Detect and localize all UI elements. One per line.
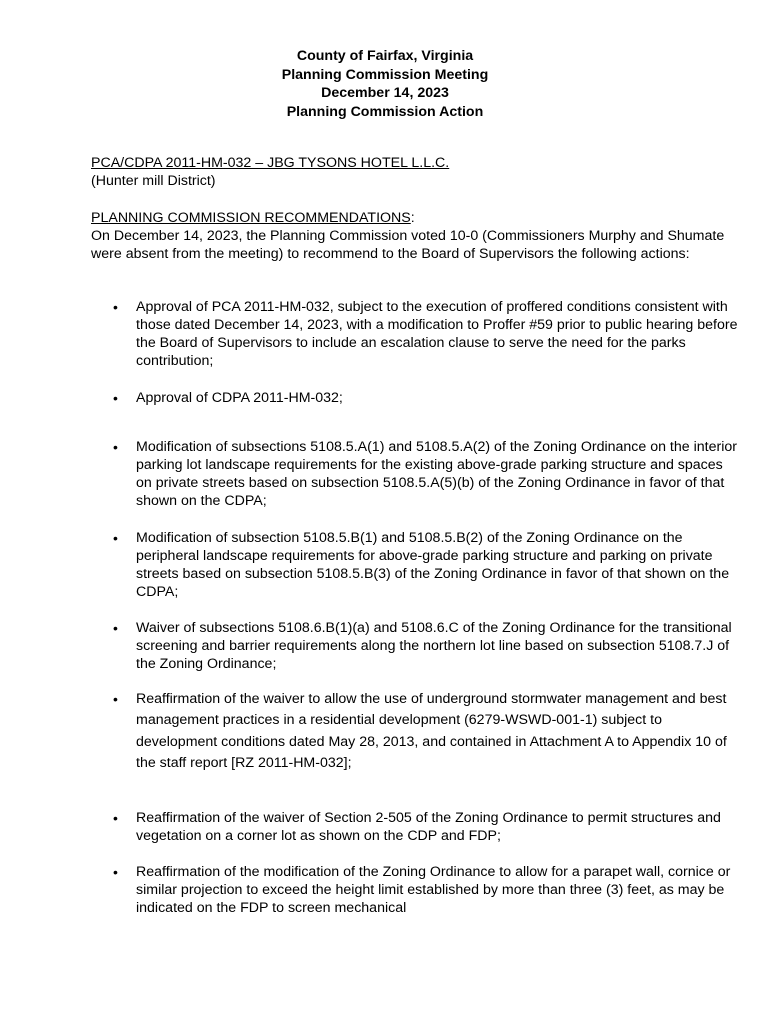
- action-text: Reaffirmation of the waiver of Section 2-505 of the Zoning Ordinance to permit structures and vegetation on a corner lot as shown on the CDP and FDP;: [136, 810, 721, 844]
- recommendations-block: [91, 209, 741, 263]
- case-title: PCA/CDPA 2011-HM-032 – JBG TYSONS HOTEL L.L.C.: [91, 155, 450, 171]
- bullet-icon: •: [113, 530, 118, 546]
- header-county: County of Fairfax, Virginia: [296, 48, 474, 64]
- recommendations-heading: PLANNING COMMISSION RECOMMENDATIONS: [91, 210, 411, 226]
- action-text: Reaffirmation of the waiver to allow the use of underground stormwater management and best management practices in a residential development (6279-WSWD-001-1) subject to development conditions dated May 28, 2013, and contained in Attachment A to Appendix 10 of the staff report [RZ 2011-HM-032];: [136, 691, 727, 772]
- document-header: [0, 47, 770, 121]
- bullet-icon: •: [113, 810, 118, 826]
- action-text: Approval of PCA 2011-HM-032, subject to the execution of proffered conditions consistent with those dated December 14, 2023, with a modification to Proffer #59 prior to public hearing before the Board of Supervisors to include an escalation clause to serve the need for the parks contribution;: [136, 299, 738, 369]
- action-text: Modification of subsections 5108.5.A(1) and 5108.5.A(2) of the Zoning Ordinance on the interior parking lot landscape requirements for the existing above-grade parking structure and spaces on private streets based on subsection 5108.5.A(5)(b) of the Zoning Ordinance in favor of that shown on the CDPA;: [136, 439, 737, 509]
- recommendations-heading-line: [91, 209, 741, 227]
- bullet-icon: •: [113, 390, 118, 406]
- action-text: Reaffirmation of the modification of the Zoning Ordinance to allow for a parapet wall, cornice or similar projection to exceed the height limit established by more than three (3) feet, as may be indicated on the FDP to screen mechanical: [136, 864, 731, 916]
- bullet-icon: •: [113, 439, 118, 455]
- bullet-icon: •: [113, 864, 118, 880]
- case-block: [91, 154, 741, 190]
- header-action: Planning Commission Action: [286, 103, 484, 120]
- recommendations-intro: On December 14, 2023, the Planning Commission voted 10-0 (Commissioners Murphy and Shumate were absent from the meeting) to recommend to the Board of Supervisors the following actions:: [91, 228, 725, 262]
- bullet-icon: •: [113, 691, 118, 707]
- bullet-icon: •: [113, 620, 118, 636]
- action-text: Modification of subsection 5108.5.B(1) and 5108.5.B(2) of the Zoning Ordinance on the peripheral landscape requirements for above-grade parking structure and parking on private streets based on subsection 5108.5.B(3) of the Zoning Ordinance in favor of that shown on the CDPA;: [136, 530, 730, 600]
- case-district: (Hunter mill District): [91, 173, 216, 189]
- header-date: December 14, 2023: [321, 85, 449, 101]
- action-text: Waiver of subsections 5108.6.B(1)(a) and 5108.6.C of the Zoning Ordinance for the transitional screening and barrier requirements along the northern lot line based on subsection 5108.7.J of the Zoning Ordinance;: [136, 620, 732, 672]
- bullet-icon: •: [113, 299, 118, 315]
- recommendations-heading-colon: :: [410, 210, 415, 226]
- action-text: Approval of CDPA 2011-HM-032;: [136, 390, 343, 406]
- header-meeting: Planning Commission Meeting: [281, 66, 489, 83]
